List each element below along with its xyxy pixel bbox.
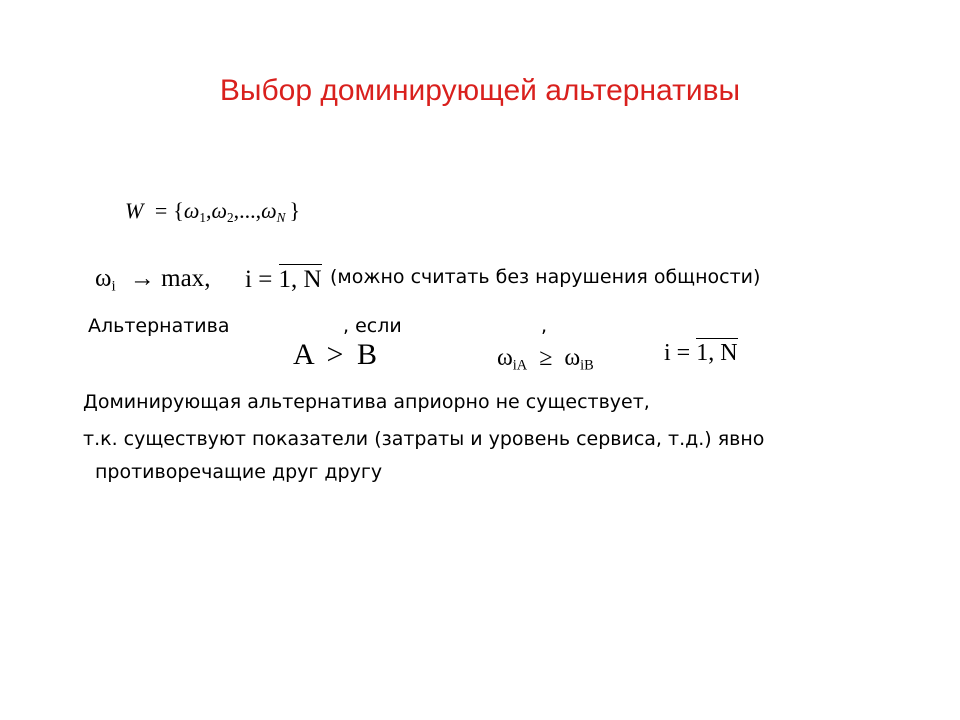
alt-if: , если	[343, 315, 402, 337]
alt-sub-ia: iA	[512, 357, 528, 374]
alt-omega-b: ω	[564, 345, 581, 371]
max-i-eq: i =	[245, 266, 273, 293]
max-word: max	[161, 265, 205, 292]
set-formula	[125, 198, 300, 225]
set-omega-n: ω	[261, 198, 277, 223]
alt-condition	[497, 345, 594, 374]
alt-label: Альтернатива	[88, 315, 230, 337]
set-omega-2: ω	[211, 198, 227, 223]
text-line-3: противоречащие друг другу	[95, 461, 383, 483]
slide-title: Выбор доминирующей альтернативы	[219, 74, 741, 107]
alt-sub-ib: iB	[580, 357, 594, 374]
max-note: (можно считать без нарушения общности)	[330, 266, 761, 288]
alt-range-value: 1, N	[696, 340, 738, 366]
set-omega-1: ω	[183, 198, 200, 223]
set-lhs: W	[125, 198, 144, 223]
max-arrow: →	[129, 265, 155, 292]
set-close-brace: }	[289, 198, 300, 223]
max-range	[245, 264, 322, 292]
max-sub-i: i	[111, 278, 116, 295]
max-formula	[95, 265, 211, 295]
set-comma-1: ,	[205, 198, 212, 223]
set-sub-2: 2	[227, 209, 234, 225]
alt-geq: ≥	[539, 345, 553, 371]
set-sub-n: N	[276, 209, 286, 225]
alt-omega-a: ω	[497, 345, 513, 371]
alt-range	[664, 338, 738, 365]
alt-relation	[293, 340, 377, 370]
alt-comma: ,	[541, 315, 548, 337]
max-comma: ,	[204, 265, 211, 292]
text-line-2: т.к. существуют показатели (затраты и уровень сервиса, т.д.) явно	[83, 428, 765, 450]
alt-b: B	[356, 338, 377, 371]
max-range-value: 1, N	[278, 266, 322, 293]
set-ellipsis: ,...,	[233, 198, 262, 223]
max-omega: ω	[95, 265, 112, 292]
set-open-brace: {	[173, 198, 184, 223]
alt-gt: >	[326, 338, 344, 371]
alt-a: A	[293, 338, 314, 371]
text-line-1: Доминирующая альтернатива априорно не существует,	[83, 391, 650, 413]
set-sub-1: 1	[199, 209, 206, 225]
alt-i-eq: i =	[664, 340, 691, 366]
set-eq: =	[154, 198, 168, 223]
